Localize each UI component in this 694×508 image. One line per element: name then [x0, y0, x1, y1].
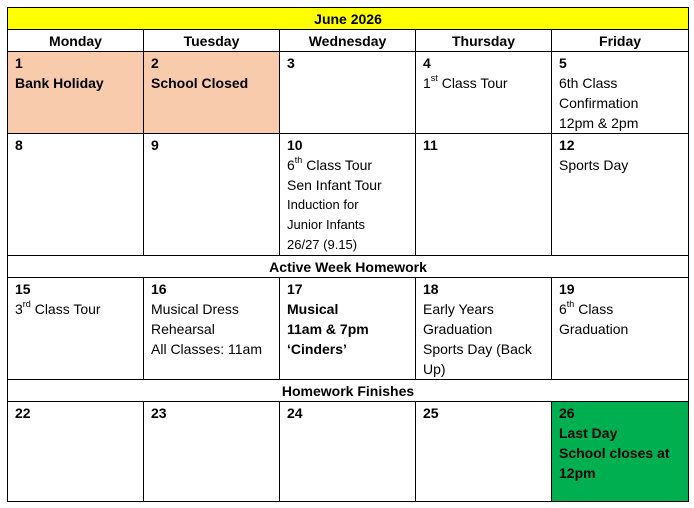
- day-number: 25: [423, 405, 439, 421]
- header-friday: Friday: [552, 30, 689, 52]
- event-line: 11am & 7pm: [287, 321, 369, 337]
- day-number: 16: [151, 281, 167, 297]
- event-line: Early Years: [423, 301, 494, 317]
- day-cell-19: [552, 278, 689, 380]
- day-cell-2: [144, 52, 280, 134]
- calendar-title: June 2026: [8, 8, 689, 30]
- day-cell-15: [8, 278, 144, 380]
- event-line: Last Day: [559, 425, 618, 441]
- day-cell-26: [552, 402, 689, 502]
- event-line: 12pm: [559, 465, 596, 481]
- day-cell-8: [8, 134, 144, 256]
- active-week-row: [8, 256, 689, 278]
- day-cell-18: [416, 278, 552, 380]
- event-line: All Classes: 11am: [151, 341, 263, 357]
- day-number: 4: [423, 55, 431, 71]
- day-number: 18: [423, 281, 439, 297]
- weekday-header-row: [8, 30, 689, 52]
- event-rest: Class Tour: [437, 75, 508, 91]
- event-line: Graduation: [559, 321, 629, 337]
- day-number: 10: [287, 137, 303, 153]
- ordinal-number: 6: [287, 157, 295, 173]
- day-cell-4: [416, 52, 552, 134]
- day-number: 24: [287, 405, 303, 421]
- event-line: Rehearsal: [151, 321, 215, 337]
- day-cell-24: [280, 402, 416, 502]
- event-line: Junior Infants: [287, 217, 366, 232]
- week-row-1: [8, 52, 689, 134]
- day-number: 22: [15, 405, 31, 421]
- day-number: 19: [559, 281, 575, 297]
- day-number: 23: [151, 405, 167, 421]
- day-number: 12: [559, 137, 575, 153]
- day-number: 9: [151, 137, 159, 153]
- event-text: [559, 299, 681, 319]
- event-line: Graduation: [423, 321, 493, 337]
- day-cell-23: [144, 402, 280, 502]
- week-row-3: [8, 278, 689, 380]
- event-line: Musical: [287, 301, 339, 317]
- week-row-4: [8, 402, 689, 502]
- day-cell-10: [280, 134, 416, 256]
- ordinal-suffix: th: [294, 155, 303, 166]
- ordinal-number: 6: [559, 301, 567, 317]
- event-text: School Closed: [151, 75, 249, 91]
- event-line: Sports Day (Back: [423, 341, 532, 357]
- day-cell-3: [280, 52, 416, 134]
- week-row-2: [8, 134, 689, 256]
- day-cell-5: [552, 52, 689, 134]
- day-number: 5: [559, 55, 567, 71]
- header-wednesday: Wednesday: [280, 30, 416, 52]
- day-number: 2: [151, 55, 159, 71]
- event-line: 6th Class: [559, 75, 618, 91]
- day-cell-9: [144, 134, 280, 256]
- day-number: 11: [423, 137, 438, 153]
- event-line: Up): [423, 361, 446, 377]
- event-text: [423, 73, 544, 93]
- event-rest: Class Tour: [302, 157, 373, 173]
- event-line: 26/27 (9.15): [287, 237, 358, 252]
- title-row: [8, 8, 689, 30]
- day-cell-25: [416, 402, 552, 502]
- event-line: ‘Cinders’: [287, 341, 347, 357]
- event-text: [287, 155, 408, 175]
- homework-finishes-banner: Homework Finishes: [8, 380, 689, 402]
- ordinal-number: 3: [15, 301, 23, 317]
- event-rest: Class Tour: [30, 301, 101, 317]
- event-line: Confirmation: [559, 95, 639, 111]
- header-tuesday: Tuesday: [144, 30, 280, 52]
- event-text: Sports Day: [559, 157, 629, 173]
- day-number: 8: [15, 137, 23, 153]
- day-cell-16: [144, 278, 280, 380]
- event-line: School closes at: [559, 445, 670, 461]
- event-text: [15, 299, 136, 319]
- event-line: Sen Infant Tour: [287, 177, 382, 193]
- calendar-table: [7, 7, 689, 502]
- homework-finishes-row: [8, 380, 689, 402]
- day-cell-22: [8, 402, 144, 502]
- event-text: Bank Holiday: [15, 75, 104, 91]
- day-cell-12: [552, 134, 689, 256]
- event-line: 12pm & 2pm: [559, 115, 639, 131]
- day-number: 1: [15, 55, 23, 71]
- ordinal-number: 1: [423, 75, 431, 91]
- active-week-banner: Active Week Homework: [8, 256, 689, 278]
- day-number: 26: [559, 405, 575, 421]
- day-cell-1: [8, 52, 144, 134]
- header-thursday: Thursday: [416, 30, 552, 52]
- header-monday: Monday: [8, 30, 144, 52]
- ordinal-suffix: rd: [22, 299, 31, 310]
- day-number: 17: [287, 281, 303, 297]
- ordinal-suffix: th: [566, 299, 575, 310]
- day-number: 15: [15, 281, 31, 297]
- event-rest: Class: [574, 301, 614, 317]
- day-cell-17: [280, 278, 416, 380]
- event-line: Musical Dress: [151, 301, 239, 317]
- ordinal-suffix: st: [430, 73, 438, 84]
- day-number: 3: [287, 55, 295, 71]
- day-cell-11: [416, 134, 552, 256]
- event-line: Induction for: [287, 197, 359, 212]
